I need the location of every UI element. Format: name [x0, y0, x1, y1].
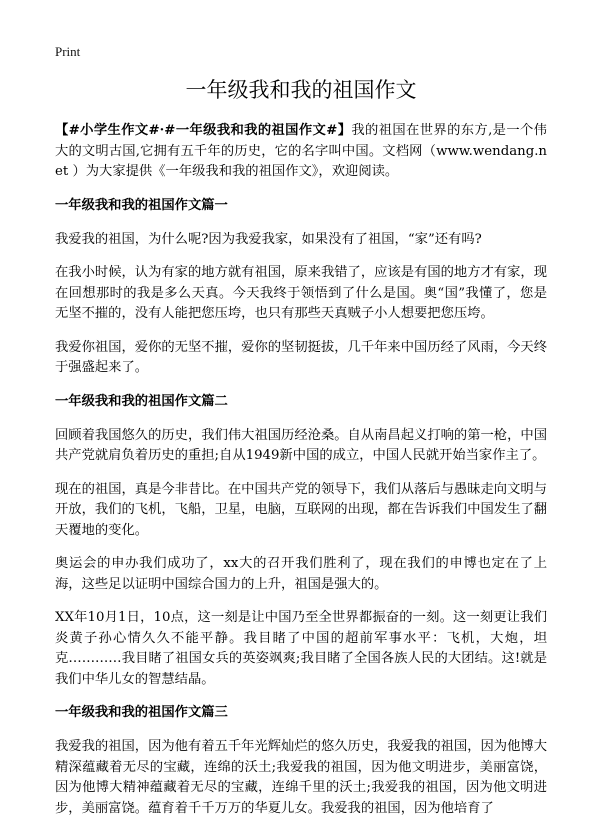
- section-heading-3: 一年级我和我的祖国作文篇三: [55, 705, 228, 720]
- paragraph: 奥运会的申办我们成功了，xx大的召开我们胜利了，现在我们的申博也定在了上海，这些足以证明中国综合国力的上升，祖国是强大的。: [55, 556, 547, 592]
- document-title: 一年级我和我的祖国作文: [185, 78, 417, 102]
- section-heading-1: 一年级我和我的祖国作文篇一: [55, 197, 228, 213]
- paragraph: 我爱我的祖国，因为他有着五千年光辉灿烂的悠久历史，我爱我的祖国，因为他博大精深蕴藏着无尽的宝藏，连绵的沃土;我爱我的祖国，因为他文明进步，美丽富饶，因为他博大精神蕴藏着无尽的宝藏，连绵千里的沃土;我爱我的祖国，因为他文明进步，美丽富饶。蕴育着千千万万的华夏儿女。我爱我的祖国，因为他培育了: [55, 739, 547, 816]
- paragraph: XX年10月1日，10点，这一刻是让中国乃至全世界都振奋的一刻。这一刻更让我们炎黄子孙心情久久不能平静。我目睹了中国的超前军事水平：飞机，大炮，坦克…………我目睹了祖国女兵的英姿飒爽;我目睹了全国各族人民的大团结。这!就是我们中华儿女的智慧结晶。: [55, 610, 547, 687]
- paragraph: 我爱我的祖国，为什么呢?因为我爱我家，如果没有了祖国，“家”还有吗?: [55, 231, 482, 247]
- intro-text: 我的祖国在世界的东方,是一个伟大的文明古国,它拥有五千年的历史，它的名字叫中国。文档网（www.wendang.net ）为大家提供《一年级我和我的祖国作文》，欢迎阅读。: [55, 123, 547, 179]
- document-body: [55, 121, 547, 832]
- paragraph: 在我小时候，认为有家的地方就有祖国，原来我错了，应该是有国的地方才有家，现在回想那时的我是多么天真。今天我终于领悟到了什么是国。奥“国”我懂了，您是无坚不摧的，没有人能把您压垮，也只有那些天真贼子小人想要把您压垮。: [55, 265, 547, 321]
- intro-paragraph: [55, 121, 547, 183]
- paragraph: 我爱你祖国，爱你的无坚不摧，爱你的坚韧挺拔，几千年来中国历经了风雨，今天终于强盛起来了。: [55, 339, 547, 375]
- paragraph: 现在的祖国，真是今非昔比。在中国共产党的领导下，我们从落后与愚昧走向文明与开放，我们的飞机，飞船，卫星，电脑，互联网的出现，都在告诉我们中国发生了翻天覆地的变化。: [55, 481, 547, 538]
- section-heading-2: 一年级我和我的祖国作文篇二: [55, 393, 228, 409]
- paragraph: 回顾着我国悠久的历史，我们伟大祖国历经沧桑。自从南昌起义打响的第一枪，中国共产党就肩负着历史的重担;自从1949新中国的成立，中国人民就开始当家作主了。: [55, 427, 547, 463]
- intro-lead: 【#小学生作文#·#一年级我和我的祖国作文#】: [55, 123, 352, 138]
- print-link[interactable]: Print: [55, 44, 81, 59]
